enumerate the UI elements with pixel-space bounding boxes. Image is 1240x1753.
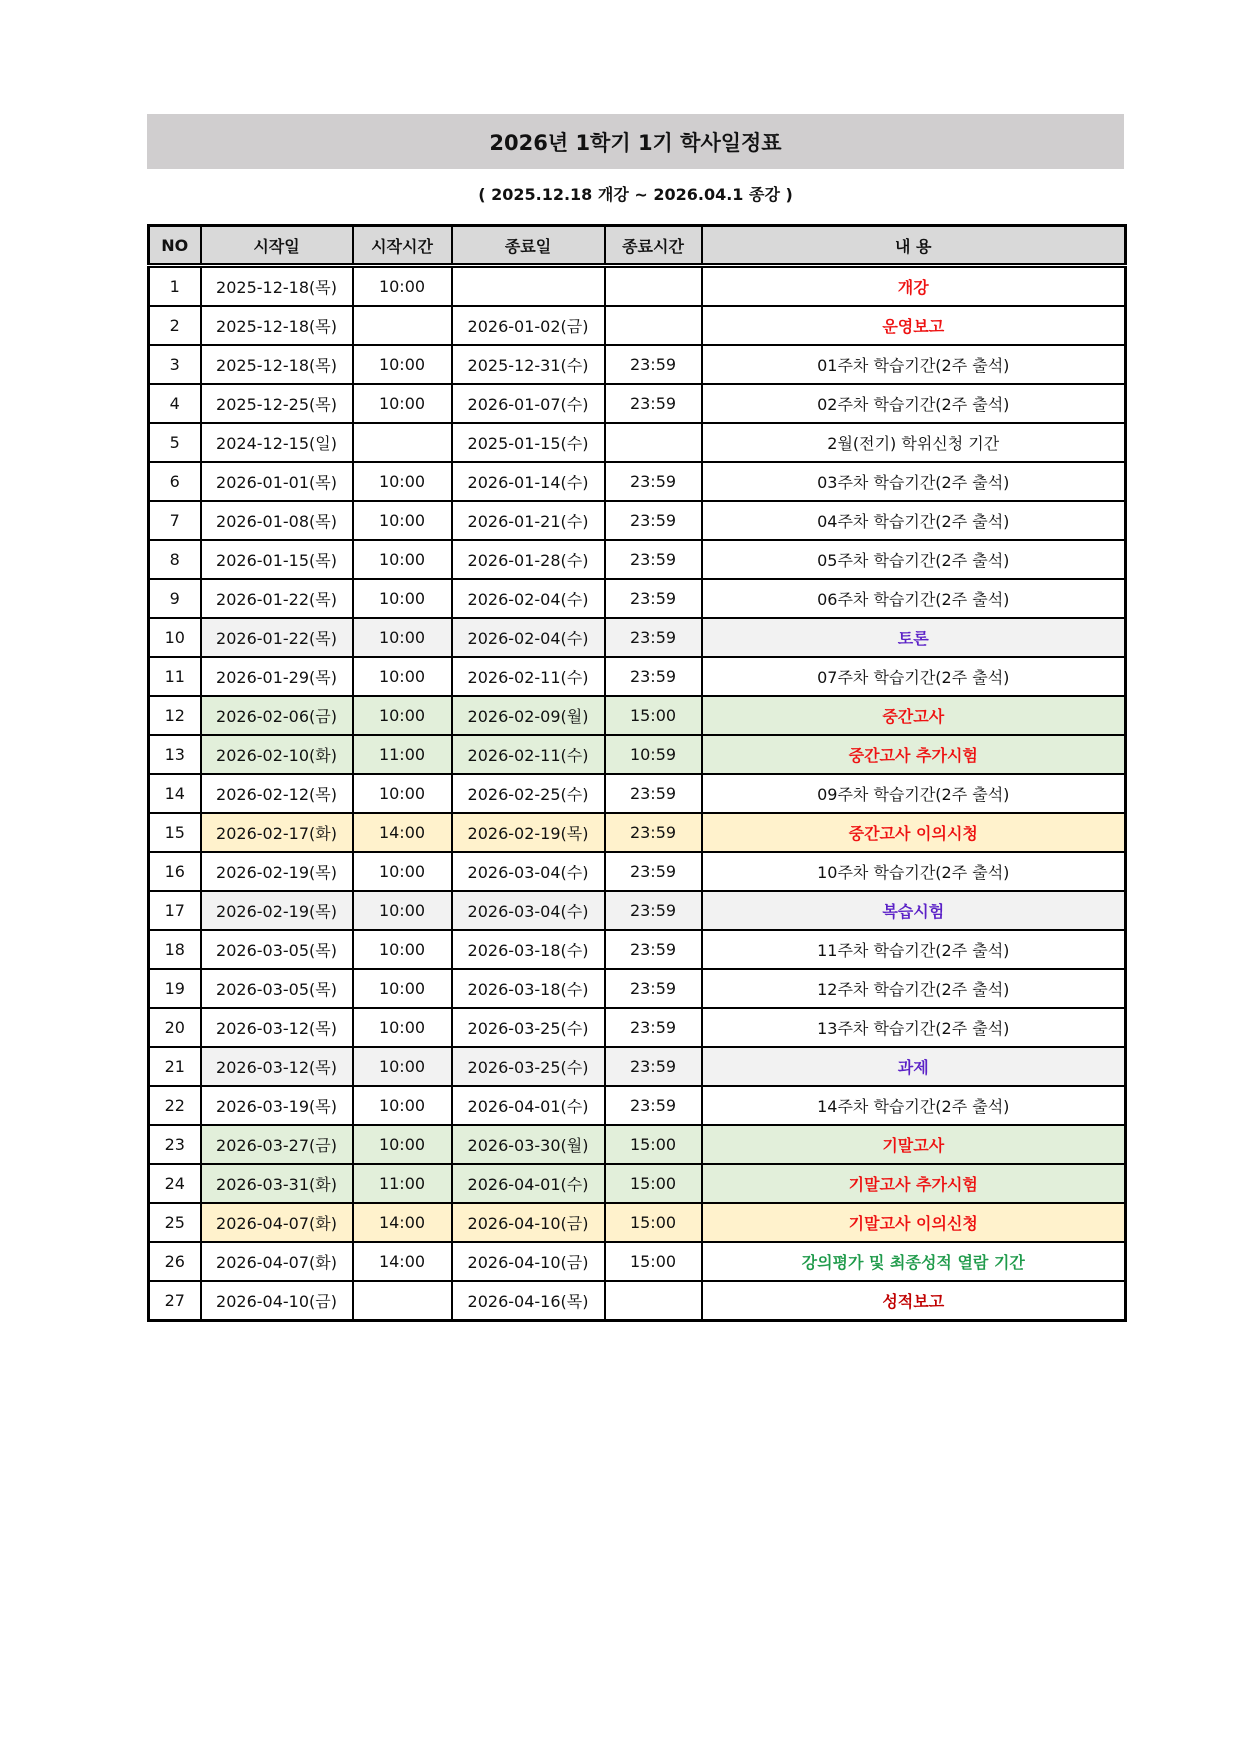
row-start-time: 10:00: [353, 345, 452, 384]
table-row: [149, 696, 1126, 735]
row-start-time: 10:00: [353, 774, 452, 813]
row-end-date: 2026-02-11(수): [452, 735, 605, 774]
row-start-time: 14:00: [353, 1203, 452, 1242]
row-content: 02주차 학습기간(2주 출석): [702, 384, 1126, 423]
row-start-date: 2025-12-18(목): [201, 306, 353, 345]
row-start-time: 10:00: [353, 1008, 452, 1047]
header-no: NO: [149, 226, 201, 266]
row-start-time: 10:00: [353, 969, 452, 1008]
academic-schedule-table: [147, 224, 1127, 1322]
row-no: 7: [149, 501, 201, 540]
row-content: 06주차 학습기간(2주 출석): [702, 579, 1126, 618]
row-end-time: 10:59: [605, 735, 702, 774]
row-end-date: 2026-01-07(수): [452, 384, 605, 423]
row-end-time: 23:59: [605, 1008, 702, 1047]
table-row: [149, 657, 1126, 696]
table-row: [149, 423, 1126, 462]
row-end-time: 23:59: [605, 1086, 702, 1125]
row-start-date: 2026-03-31(화): [201, 1164, 353, 1203]
row-start-time: 14:00: [353, 1242, 452, 1281]
row-start-date: 2026-01-22(목): [201, 618, 353, 657]
row-no: 8: [149, 540, 201, 579]
row-no: 6: [149, 462, 201, 501]
row-start-date: 2026-02-06(금): [201, 696, 353, 735]
row-start-time: [353, 306, 452, 345]
row-content: 11주차 학습기간(2주 출석): [702, 930, 1126, 969]
row-start-time: [353, 423, 452, 462]
page-title: 2026년 1학기 1기 학사일정표: [147, 114, 1124, 169]
row-end-time: 23:59: [605, 579, 702, 618]
row-no: 23: [149, 1125, 201, 1164]
table-row: [149, 618, 1126, 657]
row-start-date: 2026-03-12(목): [201, 1008, 353, 1047]
row-start-time: 10:00: [353, 1047, 452, 1086]
row-start-date: 2026-01-29(목): [201, 657, 353, 696]
table-row: [149, 345, 1126, 384]
row-no: 24: [149, 1164, 201, 1203]
row-end-date: 2026-02-19(목): [452, 813, 605, 852]
row-start-date: 2026-03-05(목): [201, 969, 353, 1008]
row-end-time: 23:59: [605, 969, 702, 1008]
row-end-date: 2026-02-04(수): [452, 618, 605, 657]
table-row: [149, 930, 1126, 969]
row-no: 9: [149, 579, 201, 618]
row-no: 13: [149, 735, 201, 774]
row-content: 기말고사: [702, 1125, 1126, 1164]
row-start-date: 2026-02-17(화): [201, 813, 353, 852]
row-end-time: 23:59: [605, 891, 702, 930]
table-row: [149, 1086, 1126, 1125]
row-start-time: 10:00: [353, 579, 452, 618]
row-end-time: 23:59: [605, 930, 702, 969]
table-row: [149, 1047, 1126, 1086]
row-end-date: 2026-02-25(수): [452, 774, 605, 813]
row-end-time: 15:00: [605, 1242, 702, 1281]
row-end-time: 23:59: [605, 1047, 702, 1086]
table-row: [149, 1125, 1126, 1164]
table-row: [149, 540, 1126, 579]
row-end-date: 2026-03-30(월): [452, 1125, 605, 1164]
row-end-date: 2026-03-18(수): [452, 930, 605, 969]
row-start-date: 2026-04-10(금): [201, 1281, 353, 1321]
row-end-date: 2026-01-14(수): [452, 462, 605, 501]
row-start-date: 2025-12-18(목): [201, 266, 353, 307]
row-content: 14주차 학습기간(2주 출석): [702, 1086, 1126, 1125]
row-no: 16: [149, 852, 201, 891]
row-start-time: 10:00: [353, 891, 452, 930]
row-content: 토론: [702, 618, 1126, 657]
table-row: [149, 774, 1126, 813]
row-start-date: 2026-04-07(화): [201, 1242, 353, 1281]
row-content: 중간고사 추가시험: [702, 735, 1126, 774]
row-start-date: 2026-03-27(금): [201, 1125, 353, 1164]
row-no: 22: [149, 1086, 201, 1125]
row-end-time: 15:00: [605, 696, 702, 735]
table-row: [149, 306, 1126, 345]
row-end-time: 23:59: [605, 345, 702, 384]
row-content: 중간고사: [702, 696, 1126, 735]
row-content: 01주차 학습기간(2주 출석): [702, 345, 1126, 384]
row-start-time: 14:00: [353, 813, 452, 852]
row-no: 20: [149, 1008, 201, 1047]
row-content: 10주차 학습기간(2주 출석): [702, 852, 1126, 891]
row-end-time: 15:00: [605, 1164, 702, 1203]
row-start-date: 2026-03-12(목): [201, 1047, 353, 1086]
row-start-time: 10:00: [353, 501, 452, 540]
row-start-time: 10:00: [353, 618, 452, 657]
row-end-date: 2026-04-01(수): [452, 1086, 605, 1125]
row-no: 19: [149, 969, 201, 1008]
row-start-date: 2026-02-19(목): [201, 891, 353, 930]
row-end-time: 23:59: [605, 501, 702, 540]
row-start-date: 2024-12-15(일): [201, 423, 353, 462]
row-end-date: 2026-03-25(수): [452, 1008, 605, 1047]
row-start-time: [353, 1281, 452, 1321]
row-end-time: [605, 423, 702, 462]
table-row: [149, 1203, 1126, 1242]
row-end-time: [605, 266, 702, 307]
row-content: 13주차 학습기간(2주 출석): [702, 1008, 1126, 1047]
row-end-date: 2026-01-02(금): [452, 306, 605, 345]
row-end-date: 2026-04-16(목): [452, 1281, 605, 1321]
row-start-date: 2026-01-15(목): [201, 540, 353, 579]
row-no: 3: [149, 345, 201, 384]
row-content: 12주차 학습기간(2주 출석): [702, 969, 1126, 1008]
row-no: 15: [149, 813, 201, 852]
row-content: 07주차 학습기간(2주 출석): [702, 657, 1126, 696]
header-start-date: 시작일: [201, 226, 353, 266]
row-start-date: 2026-02-10(화): [201, 735, 353, 774]
row-start-time: 10:00: [353, 462, 452, 501]
row-no: 1: [149, 266, 201, 307]
header-end-date: 종료일: [452, 226, 605, 266]
row-start-date: 2026-02-19(목): [201, 852, 353, 891]
row-start-date: 2026-03-19(목): [201, 1086, 353, 1125]
row-no: 21: [149, 1047, 201, 1086]
table-row: [149, 969, 1126, 1008]
row-end-time: 15:00: [605, 1203, 702, 1242]
table-row: [149, 1008, 1126, 1047]
row-end-time: 23:59: [605, 384, 702, 423]
table-row: [149, 735, 1126, 774]
row-content: 04주차 학습기간(2주 출석): [702, 501, 1126, 540]
row-end-date: [452, 266, 605, 307]
row-content: 중간고사 이의시청: [702, 813, 1126, 852]
row-end-date: 2026-03-04(수): [452, 852, 605, 891]
row-no: 10: [149, 618, 201, 657]
table-row: [149, 266, 1126, 307]
row-start-time: 10:00: [353, 384, 452, 423]
table-row: [149, 1242, 1126, 1281]
table-row: [149, 384, 1126, 423]
row-end-date: 2025-01-15(수): [452, 423, 605, 462]
row-end-date: 2026-03-25(수): [452, 1047, 605, 1086]
row-no: 27: [149, 1281, 201, 1321]
row-start-date: 2026-01-08(목): [201, 501, 353, 540]
table-row: [149, 501, 1126, 540]
row-end-date: 2026-03-04(수): [452, 891, 605, 930]
row-start-date: 2026-01-01(목): [201, 462, 353, 501]
row-start-time: 10:00: [353, 266, 452, 307]
table-row: [149, 852, 1126, 891]
row-no: 14: [149, 774, 201, 813]
row-content: 강의평가 및 최종성적 열람 기간: [702, 1242, 1126, 1281]
row-no: 25: [149, 1203, 201, 1242]
row-end-time: 23:59: [605, 657, 702, 696]
header-end-time: 종료시간: [605, 226, 702, 266]
row-content: 운영보고: [702, 306, 1126, 345]
row-no: 11: [149, 657, 201, 696]
row-end-date: 2025-12-31(수): [452, 345, 605, 384]
row-end-time: 23:59: [605, 774, 702, 813]
row-start-time: 10:00: [353, 540, 452, 579]
row-start-time: 10:00: [353, 930, 452, 969]
header-content: 내 용: [702, 226, 1126, 266]
row-end-date: 2026-03-18(수): [452, 969, 605, 1008]
row-end-date: 2026-01-21(수): [452, 501, 605, 540]
row-start-time: 10:00: [353, 657, 452, 696]
row-content: 개강: [702, 266, 1126, 307]
row-content: 03주차 학습기간(2주 출석): [702, 462, 1126, 501]
row-end-time: 23:59: [605, 540, 702, 579]
row-end-date: 2026-02-04(수): [452, 579, 605, 618]
row-start-date: 2026-03-05(목): [201, 930, 353, 969]
table-header-row: [149, 226, 1126, 266]
row-no: 12: [149, 696, 201, 735]
row-start-time: 11:00: [353, 735, 452, 774]
row-end-time: 23:59: [605, 618, 702, 657]
row-start-date: 2026-01-22(목): [201, 579, 353, 618]
row-start-date: 2025-12-18(목): [201, 345, 353, 384]
table-row: [149, 579, 1126, 618]
row-no: 18: [149, 930, 201, 969]
row-no: 4: [149, 384, 201, 423]
row-start-date: 2025-12-25(목): [201, 384, 353, 423]
row-start-time: 10:00: [353, 1125, 452, 1164]
row-end-time: 23:59: [605, 852, 702, 891]
row-start-time: 10:00: [353, 852, 452, 891]
row-start-time: 10:00: [353, 1086, 452, 1125]
row-end-time: [605, 306, 702, 345]
row-no: 17: [149, 891, 201, 930]
row-end-time: [605, 1281, 702, 1321]
row-end-date: 2026-02-09(월): [452, 696, 605, 735]
row-start-time: 10:00: [353, 696, 452, 735]
row-content: 복습시험: [702, 891, 1126, 930]
row-end-date: 2026-04-10(금): [452, 1242, 605, 1281]
table-row: [149, 1281, 1126, 1321]
row-content: 과제: [702, 1047, 1126, 1086]
row-start-date: 2026-02-12(목): [201, 774, 353, 813]
table-row: [149, 462, 1126, 501]
row-end-date: 2026-04-10(금): [452, 1203, 605, 1242]
table-row: [149, 1164, 1126, 1203]
row-no: 5: [149, 423, 201, 462]
row-end-time: 15:00: [605, 1125, 702, 1164]
row-content: 05주차 학습기간(2주 출석): [702, 540, 1126, 579]
row-no: 26: [149, 1242, 201, 1281]
row-end-time: 23:59: [605, 813, 702, 852]
term-period-subtitle: ( 2025.12.18 개강 ~ 2026.04.1 종강 ): [478, 185, 793, 204]
row-end-date: 2026-01-28(수): [452, 540, 605, 579]
row-end-date: 2026-04-01(수): [452, 1164, 605, 1203]
row-content: 2월(전기) 학위신청 기간: [702, 423, 1126, 462]
row-end-date: 2026-02-11(수): [452, 657, 605, 696]
header-start-time: 시작시간: [353, 226, 452, 266]
row-no: 2: [149, 306, 201, 345]
table-row: [149, 813, 1126, 852]
row-content: 성적보고: [702, 1281, 1126, 1321]
row-start-date: 2026-04-07(화): [201, 1203, 353, 1242]
table-row: [149, 891, 1126, 930]
row-content: 기말고사 이의신청: [702, 1203, 1126, 1242]
row-end-time: 23:59: [605, 462, 702, 501]
row-content: 09주차 학습기간(2주 출석): [702, 774, 1126, 813]
row-start-time: 11:00: [353, 1164, 452, 1203]
row-content: 기말고사 추가시험: [702, 1164, 1126, 1203]
